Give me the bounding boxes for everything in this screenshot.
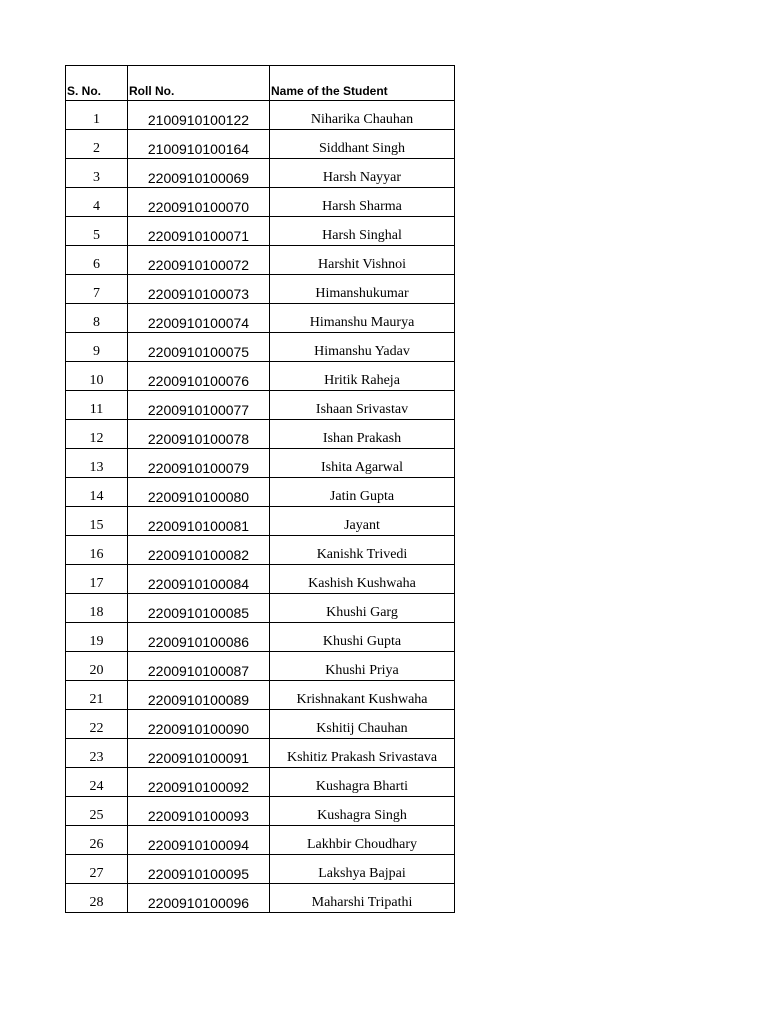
table-row [66, 710, 455, 739]
table-row [66, 826, 455, 855]
cell-sno: 3 [66, 159, 128, 188]
table-row [66, 420, 455, 449]
cell-student-name: Ishita Agarwal [270, 449, 455, 478]
table-row [66, 652, 455, 681]
cell-student-name: Kushagra Singh [270, 797, 455, 826]
cell-roll-no: 2200910100073 [128, 275, 270, 304]
table-row [66, 333, 455, 362]
cell-student-name: Khushi Garg [270, 594, 455, 623]
cell-student-name: Harshit Vishnoi [270, 246, 455, 275]
table-row [66, 536, 455, 565]
table-body [66, 101, 455, 913]
cell-roll-no: 2200910100087 [128, 652, 270, 681]
cell-roll-no: 2200910100075 [128, 333, 270, 362]
cell-student-name: Siddhant Singh [270, 130, 455, 159]
cell-roll-no: 2200910100072 [128, 246, 270, 275]
cell-roll-no: 2200910100085 [128, 594, 270, 623]
header-student-name: Name of the Student [270, 66, 455, 101]
table-row [66, 623, 455, 652]
cell-roll-no: 2200910100070 [128, 188, 270, 217]
cell-roll-no: 2200910100076 [128, 362, 270, 391]
header-roll-no: Roll No. [128, 66, 270, 101]
cell-student-name: Ishaan Srivastav [270, 391, 455, 420]
cell-roll-no: 2200910100079 [128, 449, 270, 478]
table-row [66, 391, 455, 420]
cell-student-name: Himanshu Yadav [270, 333, 455, 362]
cell-student-name: Hritik Raheja [270, 362, 455, 391]
cell-sno: 18 [66, 594, 128, 623]
cell-roll-no: 2200910100094 [128, 826, 270, 855]
cell-roll-no: 2200910100092 [128, 768, 270, 797]
cell-student-name: Harsh Nayyar [270, 159, 455, 188]
cell-student-name: Ishan Prakash [270, 420, 455, 449]
table-row [66, 275, 455, 304]
cell-sno: 10 [66, 362, 128, 391]
cell-sno: 6 [66, 246, 128, 275]
cell-roll-no: 2200910100095 [128, 855, 270, 884]
cell-sno: 27 [66, 855, 128, 884]
table-row [66, 507, 455, 536]
table-row [66, 362, 455, 391]
cell-student-name: Maharshi Tripathi [270, 884, 455, 913]
cell-sno: 14 [66, 478, 128, 507]
table-row [66, 188, 455, 217]
cell-roll-no: 2200910100069 [128, 159, 270, 188]
table-row [66, 159, 455, 188]
table-row [66, 130, 455, 159]
cell-student-name: Jatin Gupta [270, 478, 455, 507]
table-header [66, 66, 455, 101]
table-row [66, 594, 455, 623]
cell-sno: 23 [66, 739, 128, 768]
table-row [66, 246, 455, 275]
cell-student-name: Himanshu Maurya [270, 304, 455, 333]
cell-roll-no: 2100910100164 [128, 130, 270, 159]
cell-sno: 2 [66, 130, 128, 159]
cell-student-name: Kanishk Trivedi [270, 536, 455, 565]
cell-sno: 7 [66, 275, 128, 304]
table-row [66, 478, 455, 507]
table-row [66, 565, 455, 594]
cell-student-name: Harsh Singhal [270, 217, 455, 246]
cell-sno: 24 [66, 768, 128, 797]
cell-sno: 15 [66, 507, 128, 536]
cell-sno: 28 [66, 884, 128, 913]
cell-student-name: Jayant [270, 507, 455, 536]
cell-roll-no: 2200910100082 [128, 536, 270, 565]
cell-roll-no: 2200910100089 [128, 681, 270, 710]
student-list-table [65, 65, 455, 913]
table-row [66, 101, 455, 130]
cell-roll-no: 2200910100081 [128, 507, 270, 536]
cell-roll-no: 2200910100093 [128, 797, 270, 826]
cell-sno: 8 [66, 304, 128, 333]
table-row [66, 217, 455, 246]
cell-student-name: Kshitiz Prakash Srivastava [270, 739, 455, 768]
cell-roll-no: 2200910100080 [128, 478, 270, 507]
cell-roll-no: 2200910100096 [128, 884, 270, 913]
cell-roll-no: 2200910100074 [128, 304, 270, 333]
table-row [66, 681, 455, 710]
cell-student-name: Khushi Gupta [270, 623, 455, 652]
cell-student-name: Kshitij Chauhan [270, 710, 455, 739]
cell-sno: 26 [66, 826, 128, 855]
cell-sno: 20 [66, 652, 128, 681]
cell-sno: 11 [66, 391, 128, 420]
cell-sno: 9 [66, 333, 128, 362]
cell-roll-no: 2200910100077 [128, 391, 270, 420]
cell-sno: 21 [66, 681, 128, 710]
cell-sno: 1 [66, 101, 128, 130]
cell-roll-no: 2200910100086 [128, 623, 270, 652]
cell-student-name: Niharika Chauhan [270, 101, 455, 130]
cell-student-name: Khushi Priya [270, 652, 455, 681]
cell-student-name: Lakhbir Choudhary [270, 826, 455, 855]
table-row [66, 304, 455, 333]
cell-roll-no: 2200910100091 [128, 739, 270, 768]
table-row [66, 768, 455, 797]
cell-student-name: Kashish Kushwaha [270, 565, 455, 594]
cell-sno: 22 [66, 710, 128, 739]
table-row [66, 884, 455, 913]
table-row [66, 797, 455, 826]
cell-student-name: Lakshya Bajpai [270, 855, 455, 884]
cell-student-name: Kushagra Bharti [270, 768, 455, 797]
cell-sno: 12 [66, 420, 128, 449]
cell-sno: 13 [66, 449, 128, 478]
cell-sno: 19 [66, 623, 128, 652]
table-row [66, 449, 455, 478]
cell-roll-no: 2200910100090 [128, 710, 270, 739]
header-row [66, 66, 455, 101]
table-row [66, 855, 455, 884]
cell-student-name: Himanshukumar [270, 275, 455, 304]
cell-student-name: Harsh Sharma [270, 188, 455, 217]
cell-roll-no: 2200910100084 [128, 565, 270, 594]
cell-roll-no: 2200910100078 [128, 420, 270, 449]
cell-roll-no: 2200910100071 [128, 217, 270, 246]
cell-sno: 17 [66, 565, 128, 594]
table-row [66, 739, 455, 768]
cell-sno: 5 [66, 217, 128, 246]
cell-sno: 4 [66, 188, 128, 217]
cell-sno: 16 [66, 536, 128, 565]
cell-roll-no: 2100910100122 [128, 101, 270, 130]
cell-student-name: Krishnakant Kushwaha [270, 681, 455, 710]
cell-sno: 25 [66, 797, 128, 826]
header-sno: S. No. [66, 66, 128, 101]
